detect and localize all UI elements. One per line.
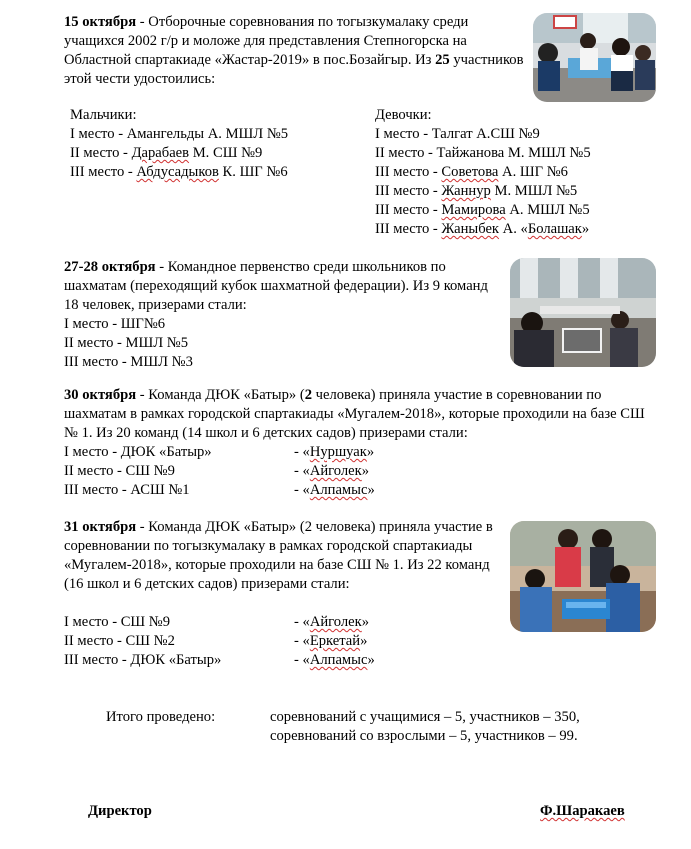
photo-togyzkumalak-students bbox=[533, 13, 656, 102]
section-date: 30 октября bbox=[64, 387, 137, 403]
section-oct-30-paragraph: 30 октября - Команда ДЮК «Батыр» (2 человека) приняла участие в соревновании по шахматам в рамках городской спартакиады «Мугалем-2018», которые проходили на базе СШ № 1. Из 20 команд (14 школ и 6 детских садов) призерами стали: bbox=[64, 387, 645, 441]
section-date: 15 октября bbox=[64, 14, 137, 30]
chess-place-2: II место - МШЛ №5 bbox=[64, 335, 189, 351]
section-oct-31-paragraph: 31 октября - Команда ДЮК «Батыр» (2 человека) приняла участие в соревновании по тогызкумалаку в рамках городской спартакиады «Мугалем-2018», которые проходили на базе СШ № 1. Из 22 команд (16 школ и 6 детских садов) призерами стали: bbox=[64, 519, 493, 592]
chess-place-3: III место - МШЛ №3 bbox=[64, 354, 193, 370]
oct-30-teams-left bbox=[64, 443, 212, 500]
girls-place-4: III место - Жаннур М. МШЛ №5 bbox=[375, 183, 578, 199]
director-label: Директор bbox=[88, 803, 152, 819]
boys-place-2: II место - Дарабаев М. СШ №9 bbox=[70, 145, 263, 161]
oct-30-place-1: I место - ДЮК «Батыр» bbox=[64, 444, 212, 460]
girls-place-1: I место - Талгат А.СШ №9 bbox=[375, 126, 540, 142]
section-oct-15-paragraph: 15 октября - Отборочные соревнования по тогызкумалаку среди учащихся 2002 г/р и моложе для представления Степногорска на Областной спартакиаде «Жастар-2019» в пос.Бозайгыр. Из 25 участников этой чести удостоились: bbox=[64, 14, 524, 87]
director-signature-name: Ф.Шаракаев bbox=[540, 803, 625, 819]
oct-31-place-1: I место - СШ №9 bbox=[64, 614, 171, 630]
girls-column bbox=[375, 106, 591, 239]
photo-chess-tournament bbox=[510, 258, 656, 367]
section-date: 27-28 октября bbox=[64, 259, 156, 275]
boys-header: Мальчики: bbox=[70, 107, 137, 123]
section-oct-27-28 bbox=[64, 258, 504, 372]
oct-31-team-3: - «Алпамыс» bbox=[294, 652, 375, 668]
summary-lines bbox=[270, 708, 580, 746]
oct-31-teams-right bbox=[294, 613, 375, 670]
oct-30-team-1: - «Нуршуак» bbox=[294, 444, 375, 460]
boys-column bbox=[70, 106, 288, 182]
chess-place-1: I место - ШГ№6 bbox=[64, 316, 166, 332]
girls-header: Девочки: bbox=[375, 107, 432, 123]
oct-30-place-3: III место - АСШ №1 bbox=[64, 482, 190, 498]
oct-30-place-2: II место - СШ №9 bbox=[64, 463, 175, 479]
summary-line-students: соревнований с учащимися – 5, участников – 350, bbox=[270, 709, 580, 725]
photo-togyzkumalak-team bbox=[510, 521, 656, 632]
section-oct-30 bbox=[64, 386, 659, 443]
oct-31-team-1: - «Айголек» bbox=[294, 614, 370, 630]
girls-place-3: III место - Советова А. ШГ №6 bbox=[375, 164, 568, 180]
boys-place-3: III место - Абдусадыков К. ШГ №6 bbox=[70, 164, 288, 180]
oct-31-team-2: - «Еркетай» bbox=[294, 633, 368, 649]
summary-label: Итого проведено: bbox=[106, 709, 216, 725]
oct-30-team-2: - «Айголек» bbox=[294, 463, 370, 479]
oct-31-place-3: III место - ДЮК «Батыр» bbox=[64, 652, 222, 668]
section-oct-31 bbox=[64, 518, 500, 594]
oct-30-team-3: - «Алпамыс» bbox=[294, 482, 375, 498]
oct-30-teams-right bbox=[294, 443, 375, 500]
section-date: 31 октября bbox=[64, 519, 137, 535]
section-oct-15 bbox=[64, 13, 524, 89]
girls-place-2: II место - Тайжанова М. МШЛ №5 bbox=[375, 145, 591, 161]
section-oct-27-28-paragraph: 27-28 октября - Командное первенство среди школьников по шахматам (переходящий кубок шахматной федерации). Из 9 команд 18 человек, призерами стали: bbox=[64, 259, 488, 313]
boys-place-1: I место - Амангельды А. МШЛ №5 bbox=[70, 126, 289, 142]
girls-place-6: III место - Жаныбек А. «Болашак» bbox=[375, 221, 590, 237]
girls-place-5: III место - Мамирова А. МШЛ №5 bbox=[375, 202, 590, 218]
summary-line-adults: соревнований со взрослыми – 5, участников – 99. bbox=[270, 728, 578, 744]
oct-31-place-2: II место - СШ №2 bbox=[64, 633, 175, 649]
oct-31-teams-left bbox=[64, 613, 221, 670]
